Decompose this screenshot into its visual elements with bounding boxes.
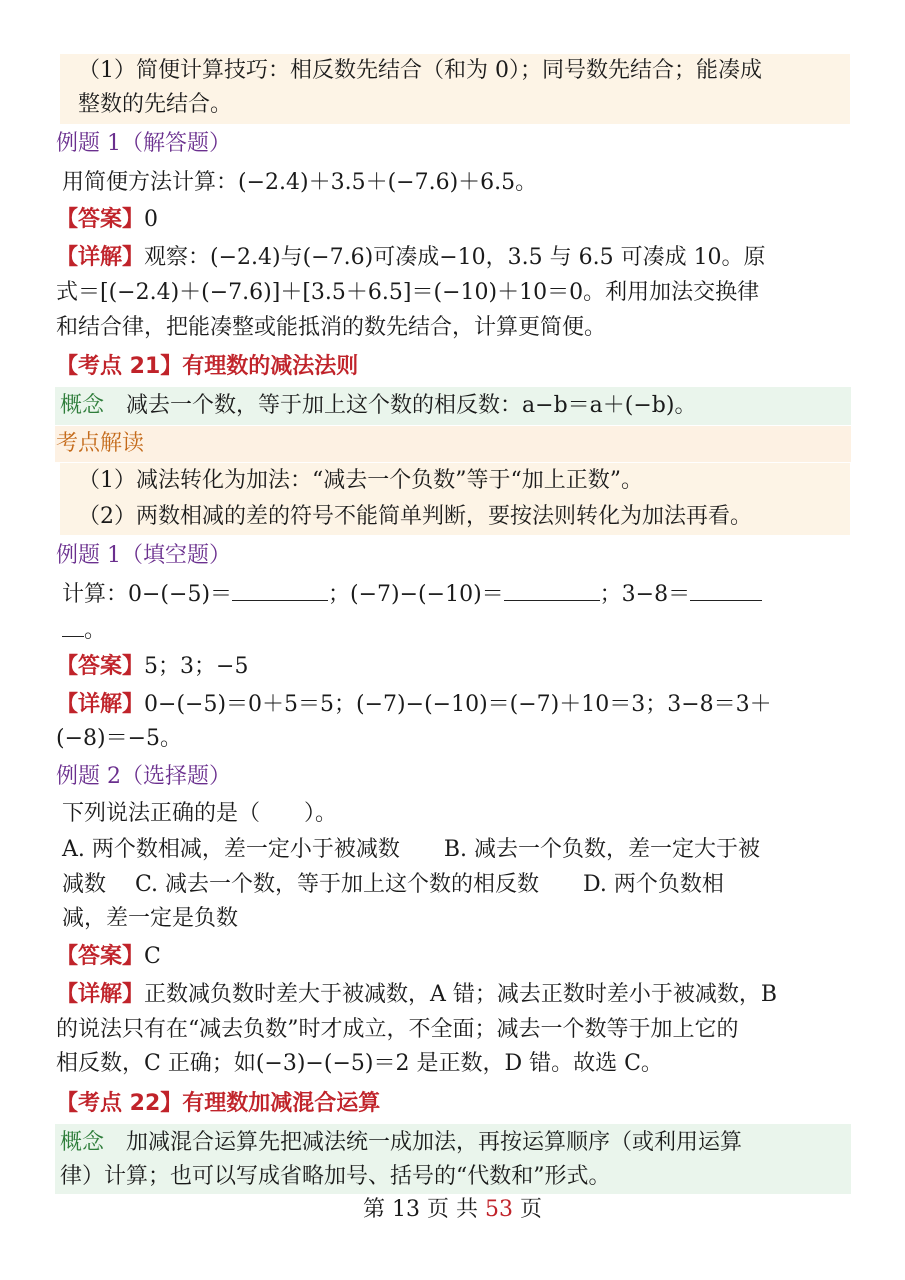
question-part-3: ；3−8＝ [599, 582, 691, 607]
example-1-detail-line-2: 式＝[(−2.4)＋(−7.6)]＋[3.5＋6.5]＝(−10)＋10＝0。利用加法交换律 [56, 280, 760, 305]
footer-total-pages: 53 [484, 1197, 513, 1222]
example-3-detail-line-2: 的说法只有在“减去负数”时才成立，不全面；减去一个数等于加上它的 [56, 1017, 739, 1042]
example-1-answer [56, 203, 158, 237]
question-part-2: ；(−7)−(−10)＝ [328, 582, 504, 607]
concept-22-line-2: 律）计算；也可以写成省略加号、括号的“代数和”形式。 [60, 1164, 611, 1189]
footer-prefix: 第 13 页 共 [363, 1197, 485, 1222]
footer-suffix: 页 [512, 1197, 542, 1222]
concept-label: 概念 [60, 1130, 105, 1155]
reading-label: 考点解读 [56, 431, 145, 456]
answer-tag: 【答案】 [56, 207, 145, 232]
example-3-question: 下列说法正确的是（ ）。 [62, 801, 338, 826]
example-1-title: 例题 1（解答题） [56, 131, 231, 156]
answer-text: C [144, 944, 161, 969]
example-3-detail-line-3: 相反数，C 正确；如(−3)−(−5)＝2 是正数，D 错。故选 C。 [56, 1051, 663, 1076]
example-3-options-line-3: 减，差一定是负数 [62, 906, 239, 931]
detail-text: 正数减负数时差大于被减数，A 错；减去正数时差小于被减数，B [144, 982, 778, 1007]
question-end: 。 [84, 618, 107, 643]
concept-21 [60, 389, 696, 423]
detail-tag: 【详解】 [56, 982, 145, 1007]
example-1-detail-line-3: 和结合律，把能凑整或能抵消的数先结合，计算更简便。 [56, 315, 607, 340]
example-2-detail-line-1 [56, 688, 772, 722]
example-3-detail-line-1 [56, 978, 777, 1012]
reading-label-box [55, 426, 851, 462]
answer-blank-1[interactable] [232, 578, 328, 601]
example-1-detail-line-1 [56, 241, 766, 275]
answer-tag: 【答案】 [56, 654, 145, 679]
example-2-question-line-2 [62, 614, 106, 648]
concept-label: 概念 [60, 393, 105, 418]
detail-text: 观察：(−2.4)与(−7.6)可凑成−10，3.5 与 6.5 可凑成 10。原 [144, 245, 766, 270]
tip-line-1: （1）简便计算技巧：相反数先结合（和为 0）；同号数先结合；能凑成 [78, 58, 762, 83]
answer-text: 0 [144, 207, 159, 232]
example-3-answer [56, 940, 161, 974]
example-2-detail-line-2: (−8)＝−5。 [56, 726, 183, 751]
concept-22-line-1 [60, 1126, 742, 1160]
example-2-answer [56, 650, 248, 684]
concept-text: 加减混合运算先把减法统一成加法，再按运算顺序（或利用运算 [126, 1130, 743, 1155]
detail-text: 0−(−5)＝0＋5＝5；(−7)−(−10)＝(−7)＋10＝3；3−8＝3＋ [144, 692, 772, 717]
key-point-22-title: 【考点 22】有理数加减混合运算 [56, 1091, 381, 1116]
key-point-21-title: 【考点 21】有理数的减法法则 [56, 354, 359, 379]
detail-tag: 【详解】 [56, 692, 145, 717]
example-1-question: 用简便方法计算：(−2.4)＋3.5＋(−7.6)＋6.5。 [62, 170, 538, 195]
example-2-question-line-1 [62, 578, 762, 612]
answer-blank-3[interactable] [690, 578, 762, 601]
detail-tag: 【详解】 [56, 245, 145, 270]
reading-line-2: （2）两数相减的差的符号不能简单判断，要按法则转化为加法再看。 [78, 504, 752, 529]
example-3-options-line-1: A. 两个数相减，差一定小于被减数 B. 减去一个负数，差一定大于被 [62, 837, 761, 862]
answer-tag: 【答案】 [56, 944, 145, 969]
example-3-title: 例题 2（选择题） [56, 764, 231, 789]
answer-blank-2[interactable] [504, 578, 600, 601]
answer-text: 5；3；−5 [144, 654, 249, 679]
answer-blank-3-cont [62, 614, 84, 637]
example-2-title: 例题 1（填空题） [56, 543, 231, 568]
example-3-options-line-2: 减数 C. 减去一个数，等于加上这个数的相反数 D. 两个负数相 [62, 872, 724, 897]
page-footer [0, 1193, 905, 1227]
reading-line-1: （1）减法转化为加法：“减去一个负数”等于“加上正数”。 [78, 468, 643, 493]
tip-line-2: 整数的先结合。 [78, 92, 233, 117]
question-part-1: 计算：0−(−5)＝ [62, 582, 233, 607]
concept-text: 减去一个数，等于加上这个数的相反数：a−b＝a＋(−b)。 [126, 393, 697, 418]
